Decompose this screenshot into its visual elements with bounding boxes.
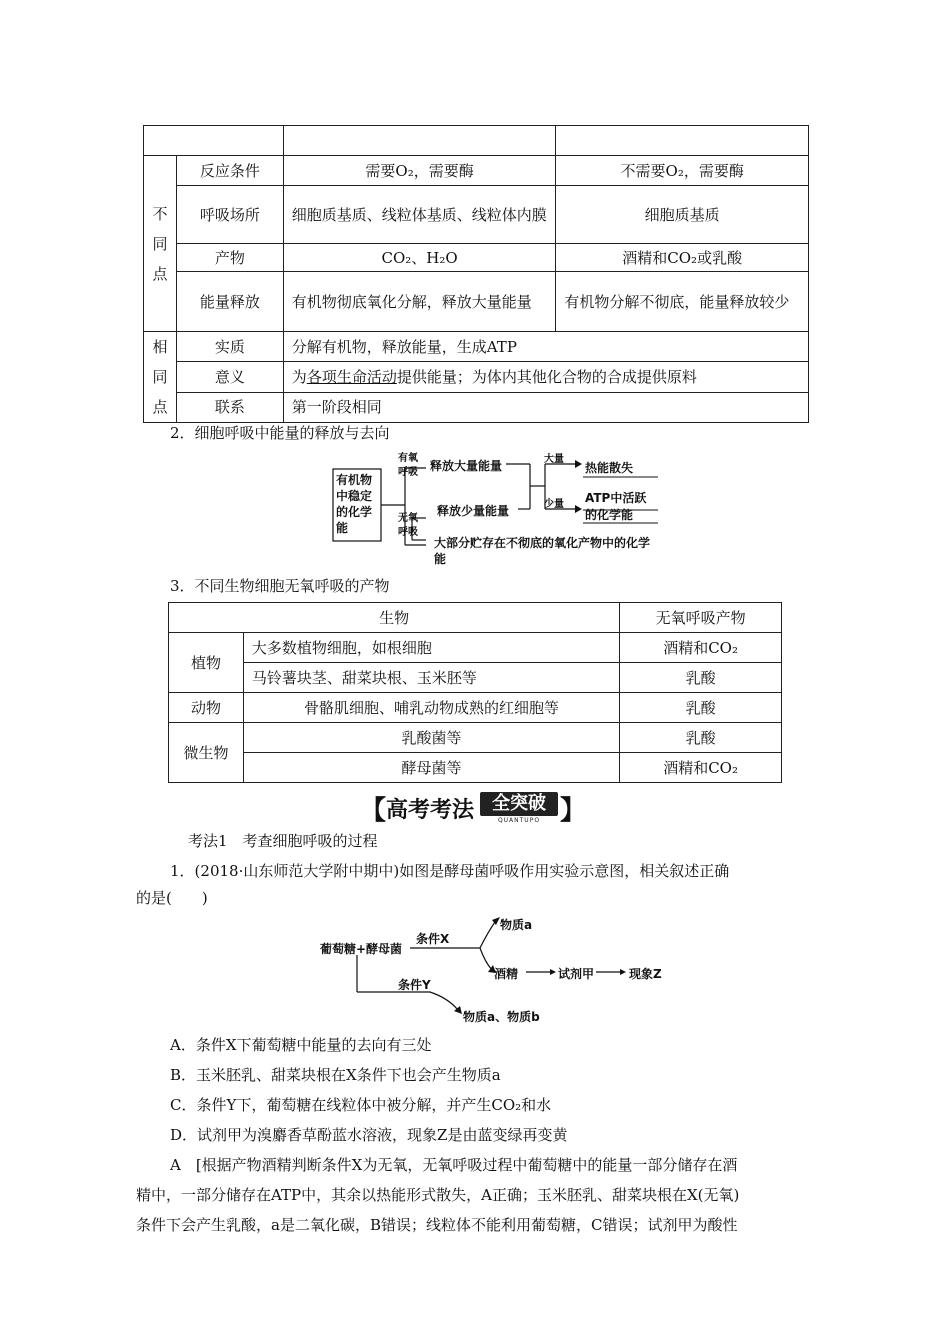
condition-y: 条件Y [398, 978, 431, 992]
row-label: 产物 [176, 244, 283, 272]
banner-bracket-right: 】 [560, 796, 587, 826]
header-cell-corner [144, 126, 284, 156]
diff-group-label: 不 同 点 [144, 156, 177, 332]
glucose-yeast: 葡萄糖+酵母菌 [320, 942, 403, 956]
anaerobic-cell: 细胞质基质 [556, 186, 809, 244]
group-cell: 动物 [169, 693, 244, 723]
atp-energy: ATP中活跃的化学能 [585, 491, 647, 522]
anaerobic-cell: 酒精和CO₂或乳酸 [556, 244, 809, 272]
row-label: 呼吸场所 [176, 186, 283, 244]
anaerobic-cell: 不需要O₂，需要酶 [556, 156, 809, 186]
product-cell: 酒精和CO₂ [620, 633, 782, 663]
banner-sub: QUANTUPO [497, 817, 541, 824]
row-label: 意义 [176, 362, 283, 392]
banner-title: 高考考法 [386, 798, 475, 823]
question-stem-end: 的是( ) [136, 889, 208, 907]
aerobic-label: 有氧呼吸 [398, 453, 418, 478]
header-product: 无氧呼吸产物 [620, 603, 782, 633]
section-banner [360, 790, 610, 826]
row-label: 实质 [176, 332, 283, 362]
answer-line-3: 条件下会产生乳酸，a是二氧化碳，B错误；线粒体不能利用葡萄糖，C错误；试剂甲为酸性 [136, 1216, 738, 1234]
organism-cell: 酵母菌等 [243, 753, 619, 783]
row-label: 反应条件 [176, 156, 283, 186]
phenomenon: 现象Z [629, 967, 662, 981]
organism-cell: 骨骼肌细胞、哺乳动物成熟的红细胞等 [243, 693, 619, 723]
row-label: 能量释放 [176, 272, 283, 332]
header-cell-anaerobic [556, 126, 809, 156]
organism-cell: 马铃薯块茎、甜菜块根、玉米胚等 [243, 663, 619, 693]
source-box: 有机物中稳定的化学能 [336, 473, 373, 535]
release-large: 释放大量能量 [430, 459, 503, 473]
aerobic-cell: 细胞质基质、线粒体基质、线粒体内膜 [283, 186, 556, 244]
materials-ab: 物质a、物质b [463, 1010, 540, 1024]
option-a: A．条件X下葡萄糖中能量的去向有三处 [170, 1036, 432, 1054]
stored-energy: 大部分贮存在不彻底的氧化产物中的化学能 [434, 536, 651, 566]
kaofa-title: 考法1 考查细胞呼吸的过程 [188, 832, 378, 850]
same-cell: 为各项生命活动提供能量；为体内其他化合物的合成提供原料 [283, 362, 808, 392]
alcohol: 酒精 [494, 967, 519, 981]
option-b: B．玉米胚乳、甜菜块根在X条件下也会产生物质a [170, 1066, 501, 1084]
aerobic-cell: 需要O₂，需要酶 [283, 156, 556, 186]
product-cell: 乳酸 [620, 693, 782, 723]
energy-diagram [330, 450, 660, 570]
comparison-table [143, 125, 809, 423]
banner-bracket-left: 【 [360, 796, 387, 826]
small-label: 少量 [544, 499, 564, 510]
organism-cell: 乳酸菌等 [243, 723, 619, 753]
section-heading: 3．不同生物细胞无氧呼吸的产物 [170, 577, 390, 595]
answer-line-2: 精中，一部分储存在ATP中，其余以热能形式散失，A正确；玉米胚乳、甜菜块根在X(无氧) [136, 1186, 740, 1204]
option-d: D．试剂甲为溴麝香草酚蓝水溶液，现象Z是由蓝变绿再变黄 [170, 1126, 568, 1144]
condition-x: 条件X [416, 932, 450, 946]
banner-box: 全突破 [480, 792, 558, 816]
release-small: 释放少量能量 [437, 504, 510, 518]
same-cell: 分解有机物，释放能量，生成ATP [283, 332, 808, 362]
heat-loss: 热能散失 [585, 461, 634, 475]
header-organism: 生物 [169, 603, 620, 633]
reagent: 试剂甲 [558, 967, 595, 981]
header-cell-aerobic [283, 126, 556, 156]
answer-line-1: A [根据产物酒精判断条件X为无氧，无氧呼吸过程中葡萄糖中的能量一部分储存在酒 [170, 1156, 738, 1174]
option-c: C．条件Y下，葡萄糖在线粒体中被分解，并产生CO₂和水 [170, 1096, 552, 1114]
aerobic-cell: CO₂、H₂O [283, 244, 556, 272]
product-cell: 乳酸 [620, 723, 782, 753]
material-a: 物质a [500, 918, 533, 932]
product-cell: 酒精和CO₂ [620, 753, 782, 783]
anaerobic-products-table [168, 602, 782, 783]
yeast-diagram [320, 910, 700, 1030]
same-cell: 第一阶段相同 [283, 392, 808, 422]
organism-cell: 大多数植物细胞，如根细胞 [243, 633, 619, 663]
anaerobic-cell: 有机物分解不彻底，能量释放较少 [556, 272, 809, 332]
question-stem: 1．(2018·山东师范大学附中期中)如图是酵母菌呼吸作用实验示意图，相关叙述正确 [170, 862, 730, 880]
anaerobic-label: 无氧呼吸 [398, 513, 418, 538]
large-label: 大量 [544, 454, 564, 465]
section-heading: 2．细胞呼吸中能量的释放与去向 [170, 424, 390, 442]
group-cell: 植物 [169, 633, 244, 693]
row-label: 联系 [176, 392, 283, 422]
same-group-label: 相 同 点 [144, 332, 177, 423]
product-cell: 乳酸 [620, 663, 782, 693]
group-cell: 微生物 [169, 723, 244, 783]
aerobic-cell: 有机物彻底氧化分解，释放大量能量 [283, 272, 556, 332]
